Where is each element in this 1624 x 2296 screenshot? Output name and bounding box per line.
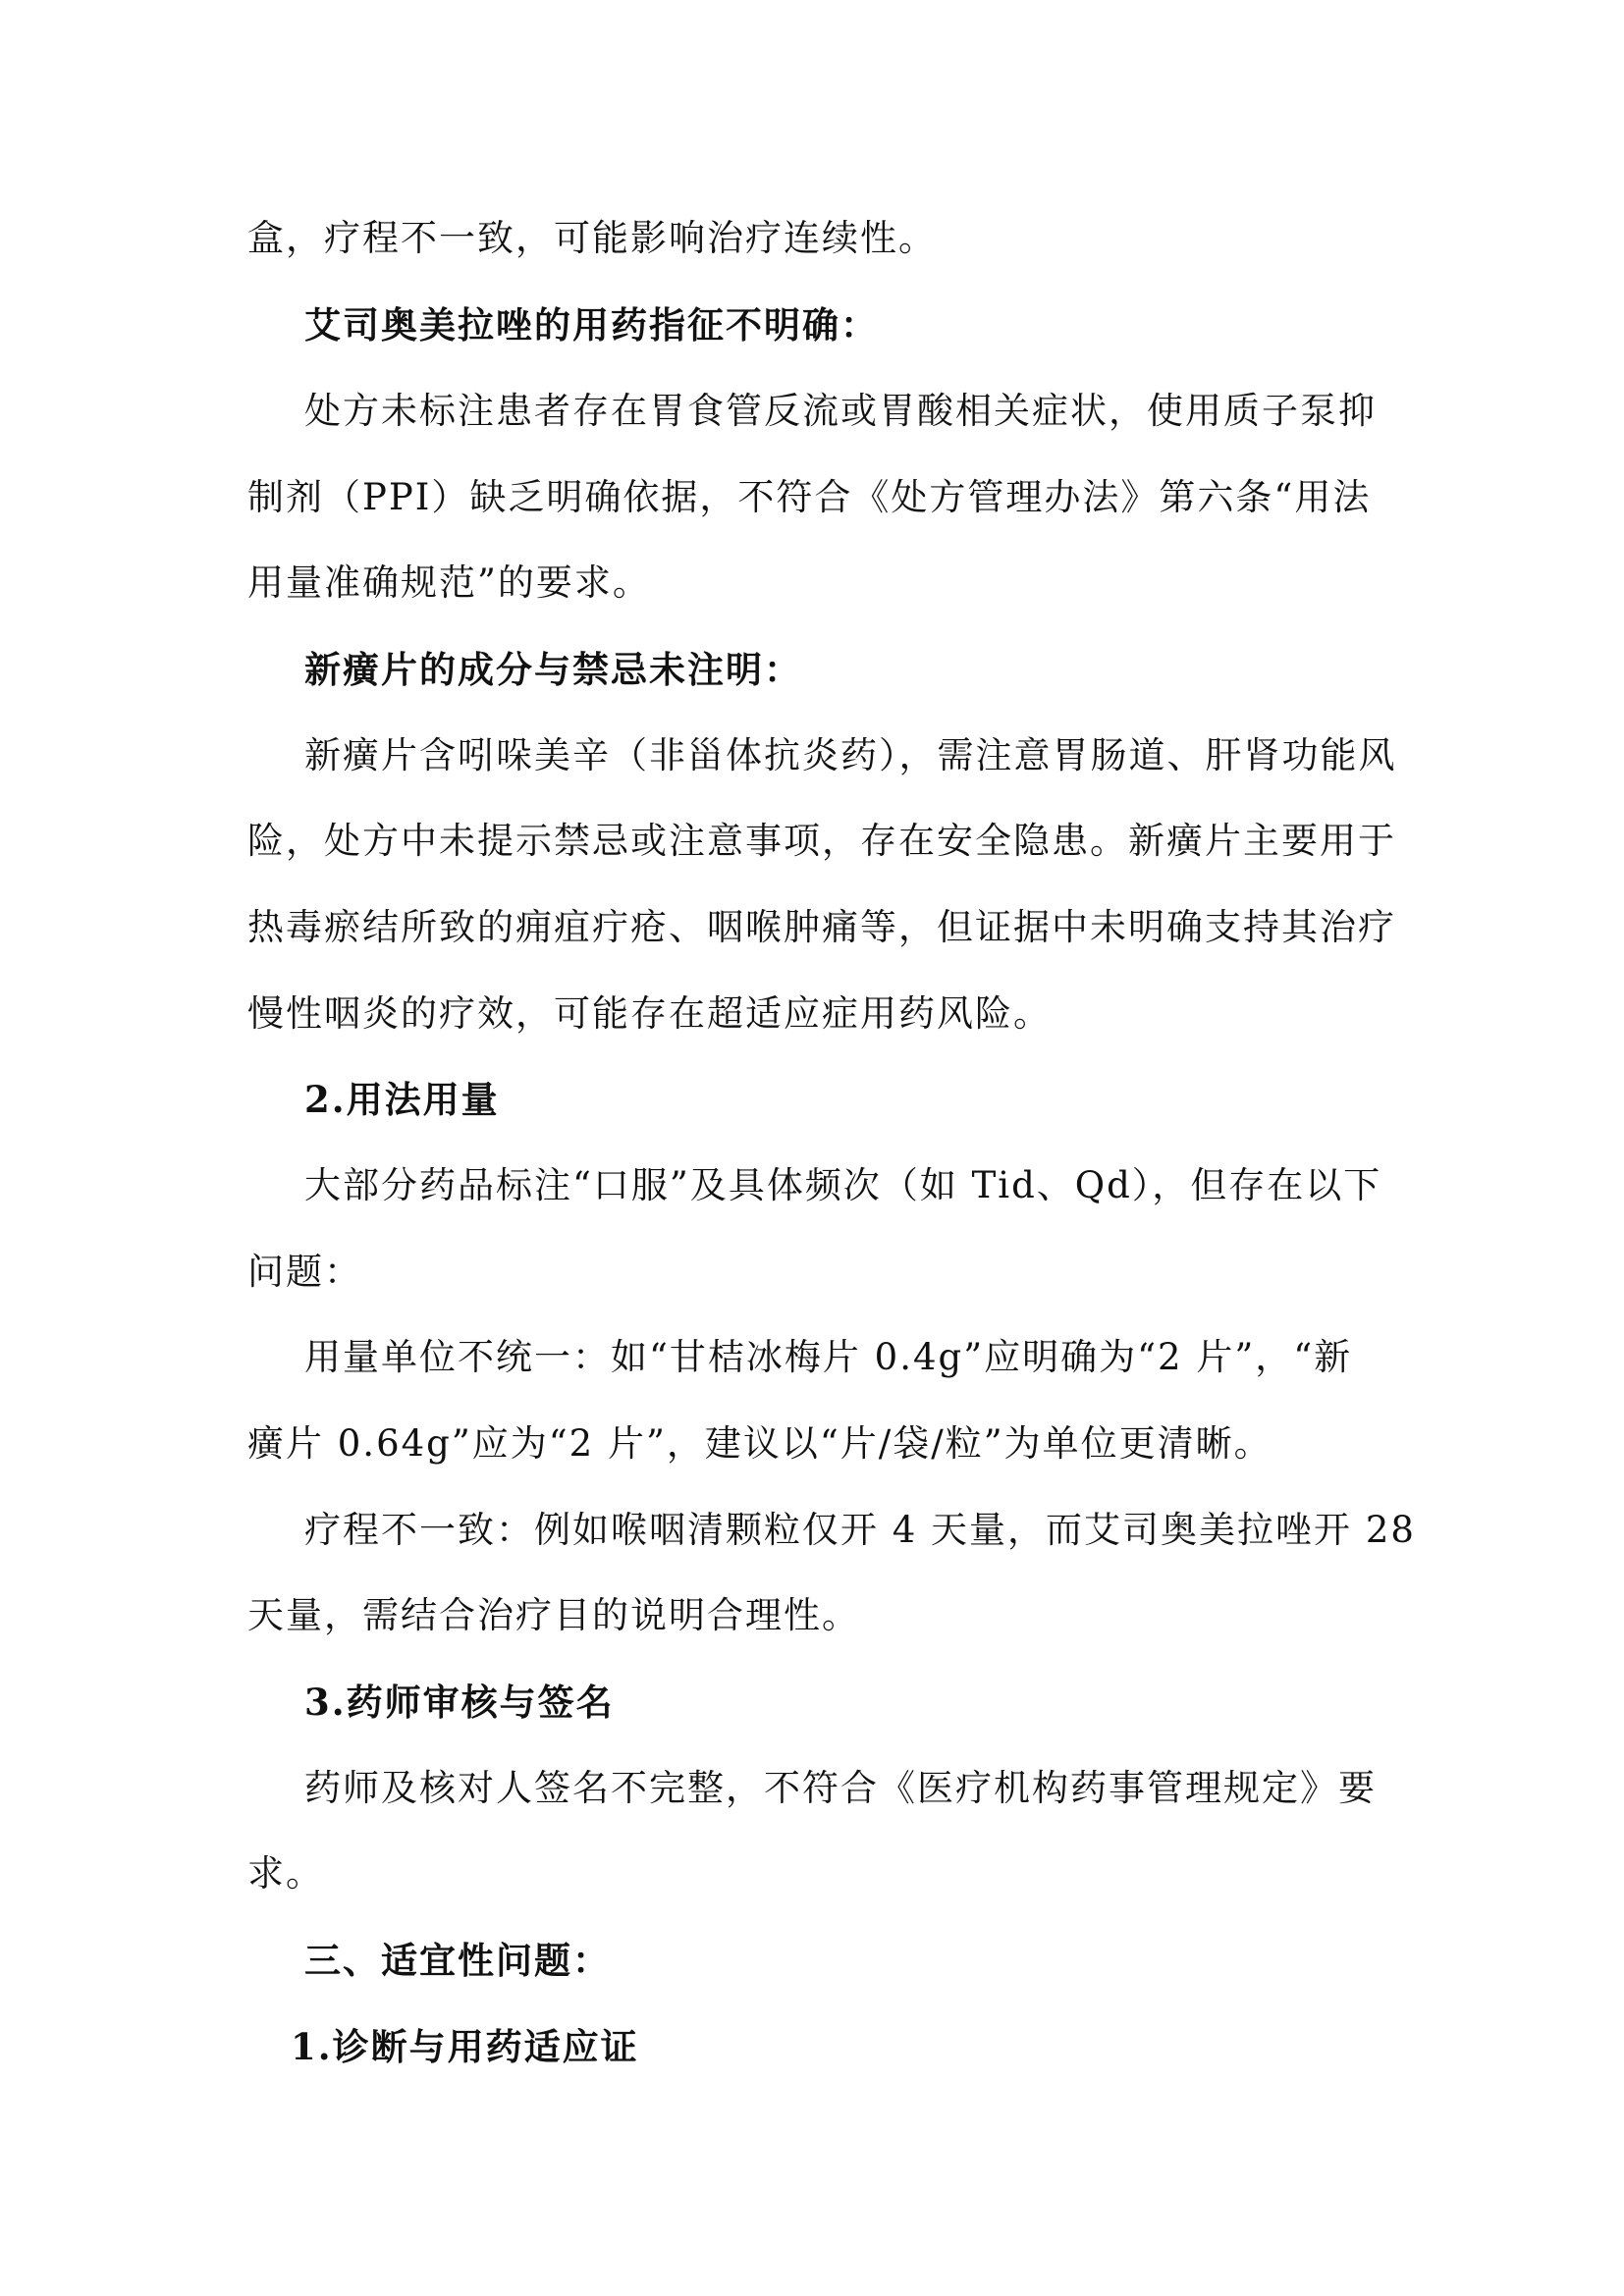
section-heading: 3.药师审核与签名 (304, 1681, 615, 1724)
section-heading: 艾司奥美拉唑的用药指征不明确： (304, 303, 879, 347)
paragraph-line: 盒，疗程不一致，可能影响治疗连续性。 (247, 217, 937, 259)
paragraph-line: 险，处方中未提示禁忌或注意事项，存在安全隐患。新癀片主要用于 (247, 820, 1396, 862)
paragraph-line: 处方未标注患者存在胃食管反流或胃酸相关症状，使用质子泵抑 (304, 390, 1377, 432)
paragraph-line: 大部分药品标注“口服”及具体频次（如 Tid、Qd），但存在以下 (304, 1164, 1382, 1206)
section-heading: 1.诊断与用药适应证 (291, 2025, 639, 2068)
paragraph-line: 新癀片含吲哚美辛（非甾体抗炎药），需注意胃肠道、肝肾功能风 (304, 734, 1397, 776)
section-heading: 三、适宜性问题： (304, 1939, 611, 1982)
paragraph-line: 慢性咽炎的疗效，可能存在超适应症用药风险。 (247, 992, 1052, 1035)
paragraph-line: 求。 (247, 1852, 324, 1895)
paragraph-line: 用量单位不统一：如“甘桔冰梅片 0.4g”应明确为“2 片”，“新 (304, 1336, 1353, 1378)
paragraph-line: 热毒瘀结所致的痈疽疔疮、咽喉肿痛等，但证据中未明确支持其治疗 (247, 906, 1396, 948)
section-heading: 2.用法用量 (304, 1078, 500, 1121)
paragraph-line: 问题： (247, 1251, 362, 1293)
paragraph-line: 癀片 0.64g”应为“2 片”，建议以“片/袋/粒”为单位更清晰。 (247, 1422, 1272, 1465)
section-heading: 新癀片的成分与禁忌未注明： (304, 648, 802, 691)
paragraph-line: 疗程不一致：例如喉咽清颗粒仅开 4 天量，而艾司奥美拉唑开 28 (304, 1509, 1416, 1551)
paragraph-line: 药师及核对人签名不完整，不符合《医疗机构药事管理规定》要 (304, 1767, 1377, 1809)
paragraph-line: 用量准确规范”的要求。 (247, 561, 651, 604)
paragraph-line: 天量，需结合治疗目的说明合理性。 (247, 1594, 860, 1636)
paragraph-line: 制剂（PPI）缺乏明确依据，不符合《处方管理办法》第六条“用法 (247, 476, 1372, 518)
